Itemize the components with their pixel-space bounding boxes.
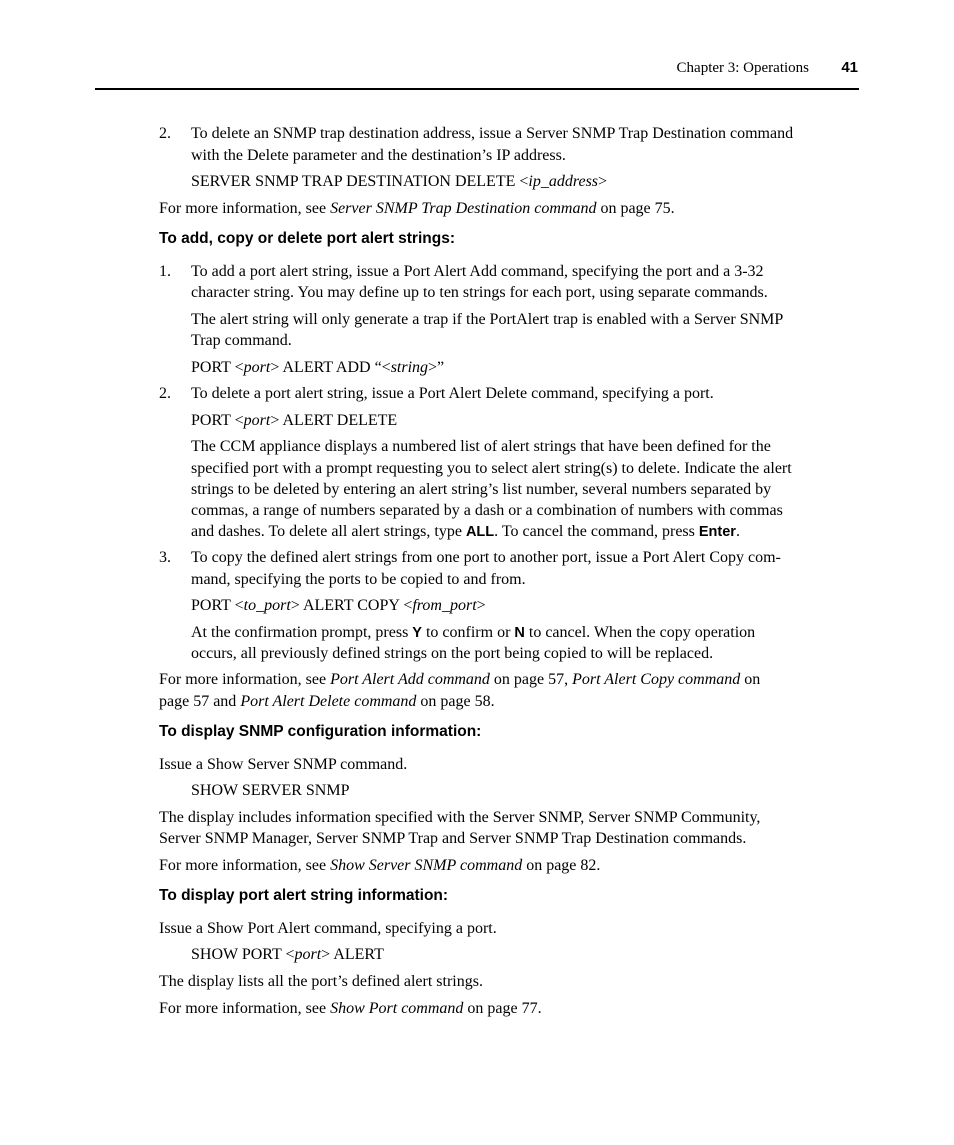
reference-paragraph: page 57 and Port Alert Delete command on page 58. — [159, 693, 495, 710]
reference-paragraph: For more information, see Show Port command on page 77. — [159, 1000, 542, 1017]
step-number: 2. — [159, 385, 171, 402]
body-text: Issue a Show Port Alert command, specifying a port. — [159, 920, 497, 937]
step-text: To copy the defined alert strings from one port to another port, issue a Port Alert Copy com- — [191, 549, 781, 566]
step-text: To delete an SNMP trap destination address, issue a Server SNMP Trap Destination command — [191, 125, 794, 142]
body-text: specified port with a prompt requesting you to select alert string(s) to delete. Indicate the alert — [191, 460, 792, 477]
key-all: ALL — [465, 524, 495, 540]
section-heading: To display port alert string information: — [159, 887, 449, 904]
step-text: with the Delete parameter and the destination’s IP address. — [191, 147, 566, 164]
cross-reference-link[interactable]: Port Alert Add command — [330, 671, 490, 688]
step-number: 3. — [159, 549, 171, 566]
step-text: mand, specifying the ports to be copied to and from. — [191, 571, 526, 588]
body-text: The CCM appliance displays a numbered list of alert strings that have been defined for the — [191, 438, 771, 455]
running-header — [95, 60, 859, 80]
body-text: Server SNMP Manager, Server SNMP Trap and Server SNMP Trap Destination commands. — [159, 830, 747, 847]
cross-reference-link[interactable]: Show Server SNMP command — [330, 857, 523, 874]
header-rule — [95, 88, 859, 90]
note-text: The alert string will only generate a trap if the PortAlert trap is enabled with a Server SNMP — [191, 311, 784, 328]
reference-paragraph: For more information, see Server SNMP Trap Destination command on page 75. — [159, 200, 675, 217]
key-enter: Enter — [698, 524, 736, 540]
body-text: At the confirmation prompt, press Y to confirm or N to cancel. When the copy operation — [191, 624, 756, 641]
note-text: Trap command. — [191, 332, 292, 349]
page-number: 41 — [841, 59, 858, 76]
body-text: occurs, all previously defined strings on the port being copied to will be replaced. — [191, 645, 714, 662]
key-n: N — [514, 625, 525, 641]
cross-reference-link[interactable]: Server SNMP Trap Destination command — [330, 200, 597, 217]
command-syntax: PORT <port> ALERT DELETE — [191, 412, 398, 429]
reference-paragraph: For more information, see Port Alert Add command on page 57, Port Alert Copy command on — [159, 671, 761, 688]
command-syntax: SERVER SNMP TRAP DESTINATION DELETE <ip_address> — [191, 173, 608, 190]
cross-reference-link[interactable]: Port Alert Copy command — [572, 671, 741, 688]
key-y: Y — [412, 625, 422, 641]
chapter-title: Chapter 3: Operations — [676, 60, 809, 76]
body-text: Issue a Show Server SNMP command. — [159, 756, 408, 773]
body-text: The display lists all the port’s defined alert strings. — [159, 973, 483, 990]
command-syntax: SHOW PORT <port> ALERT — [191, 946, 384, 963]
command-syntax: SHOW SERVER SNMP — [191, 782, 350, 799]
step-number: 2. — [159, 125, 171, 142]
section-heading: To display SNMP configuration information: — [159, 723, 482, 740]
cross-reference-link[interactable]: Show Port command — [330, 1000, 464, 1017]
body-text: and dashes. To delete all alert strings, type ALL. To cancel the command, press Enter. — [191, 523, 740, 540]
cross-reference-link[interactable]: Port Alert Delete command — [240, 693, 417, 710]
step-text: To add a port alert string, issue a Port Alert Add command, specifying the port and a 3-32 — [191, 263, 764, 280]
step-number: 1. — [159, 263, 171, 280]
body-text: The display includes information specified with the Server SNMP, Server SNMP Community, — [159, 809, 761, 826]
step-text: character string. You may define up to ten strings for each port, using separate commands. — [191, 284, 768, 301]
step-text: To delete a port alert string, issue a Port Alert Delete command, specifying a port. — [191, 385, 714, 402]
body-text: strings to be deleted by entering an alert string’s list number, several numbers separated by — [191, 481, 772, 498]
reference-paragraph: For more information, see Show Server SNMP command on page 82. — [159, 857, 601, 874]
command-syntax: PORT <to_port> ALERT COPY <from_port> — [191, 597, 486, 614]
body-text: commas, a range of numbers separated by a dash or a combination of numbers with commas — [191, 502, 783, 519]
command-syntax: PORT <port> ALERT ADD “<string>” — [191, 359, 445, 376]
section-heading: To add, copy or delete port alert strings: — [159, 230, 455, 247]
